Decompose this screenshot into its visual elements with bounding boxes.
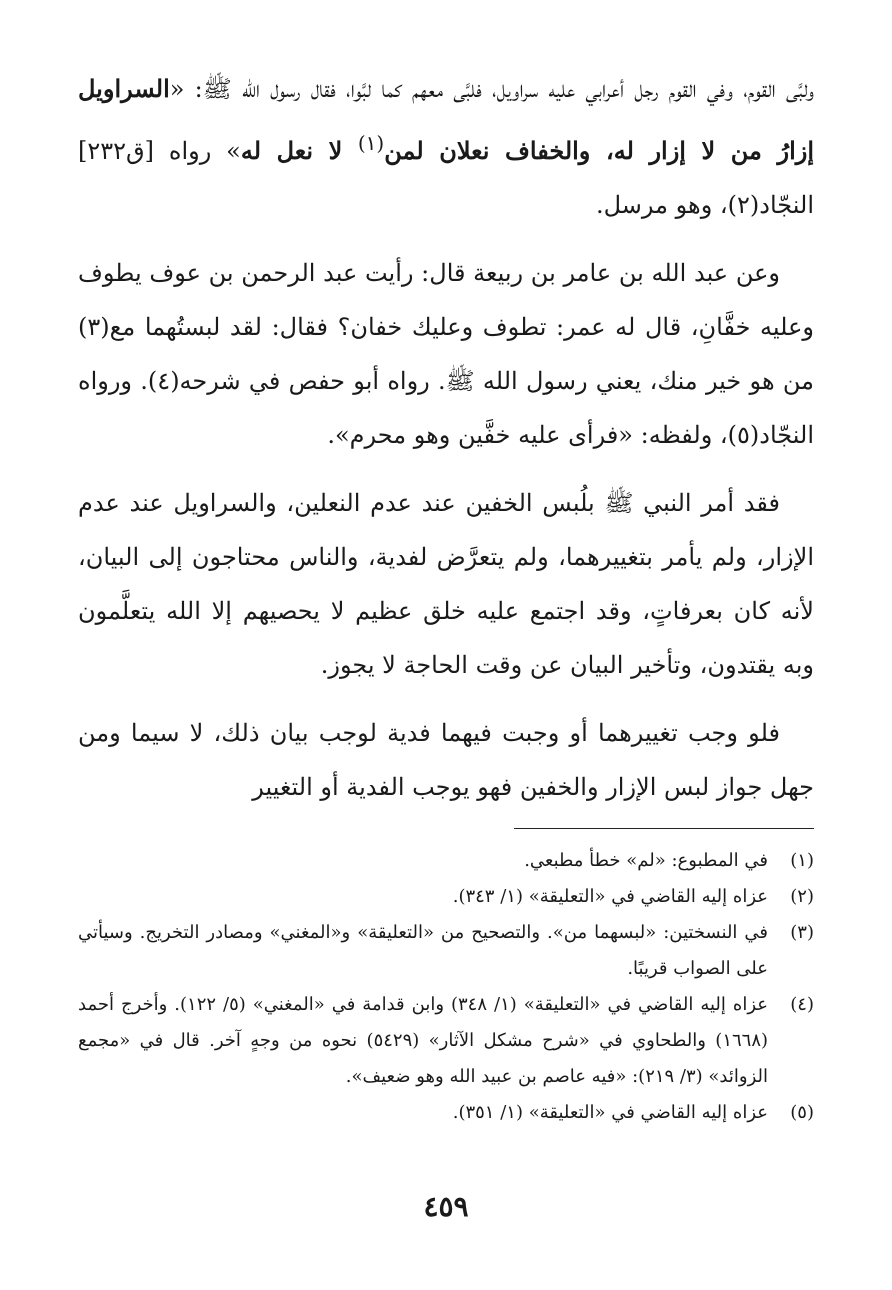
main-text xyxy=(78,62,814,828)
hadith-quote: السراويل إزارُ من لا إزار له، والخفاف نعلان لمن xyxy=(78,74,814,165)
footnote-number: (٢) xyxy=(790,886,814,907)
footnote-text: عزاه إليه القاضي في «التعليقة» (١/ ٣٥١). xyxy=(452,1102,768,1123)
footnote-2 xyxy=(78,879,814,915)
footnote-ref-1: (١) xyxy=(357,131,385,155)
footnote-3 xyxy=(78,915,814,987)
footnote-number: (٤) xyxy=(790,994,814,1015)
footnote-text: عزاه إليه القاضي في «التعليقة» (١/ ٣٤٨) وابن قدامة في «المغني» (٥/ ١٢٢). وأخرج أحمد (١٦٦٨) والطحاوي في «شرح مشكل الآثار» (٥٤٢٩) نحوه من وجهٍ آخر. قال في «مجمع الزوائد» (٣/ ٢١٩): «فيه عاصم بن عبيد الله وهو ضعيف». xyxy=(78,994,769,1087)
footnote-number: (٥) xyxy=(790,1102,814,1123)
footnote-number: (١) xyxy=(790,850,814,871)
hadith-quote-end: لا نعل له xyxy=(240,136,358,165)
footnote-text: في المطبوع: «لم» خطأ مطبعي. xyxy=(524,850,768,871)
paragraph-2: وعن عبد الله بن عامر بن ربيعة قال: رأيت عبد الرحمن بن عوف يطوف وعليه خفَّانِ، قال له عمر: تطوف وعليك خفان؟ فقال: لقد لبستُهما مع(٣) من هو خير منك، يعني رسول الله ﷺ. رواه أبو حفص في شرحه(٤). ورواه النجّاد(٥)، ولفظه: «فرأى عليه خفَّين وهو محرم». xyxy=(78,259,815,449)
footnote-separator xyxy=(514,828,814,829)
footnote-number: (٣) xyxy=(790,922,814,943)
page-number: ٤٥٩ xyxy=(423,1190,469,1223)
paragraph-3: فقد أمر النبي ﷺ بلُبس الخفين عند عدم النعلين، والسراويل عند عدم الإزار، ولم يأمر بتغييرهما، ولم يتعرَّض لفدية، والناس محتاجون إلى البيان، لأنه كان بعرفاتٍ، وقد اجتمع عليه خلق عظيم لا يحصيهم إلا الله يتعلَّمون وبه يقتدون، وتأخير البيان عن وقت الحاجة لا يجوز. xyxy=(78,489,814,679)
footnotes xyxy=(78,843,814,1131)
paragraph-4: فلو وجب تغييرهما أو وجبت فيهما فدية لوجب بيان ذلك، لا سيما ومن جهل جواز لبس الإزار والخفين فهو يوجب الفدية أو التغيير xyxy=(78,719,814,801)
paragraph-1-part-e: » رواه [ق٢٣٢] النجّاد(٢)، وهو مرسل. xyxy=(78,137,814,219)
footnote-5 xyxy=(78,1095,814,1131)
footnote-text: عزاه إليه القاضي في «التعليقة» (١/ ٣٤٣). xyxy=(452,886,768,907)
paragraph-1 xyxy=(78,62,814,232)
paragraph-1-part-a: ولبَّى القوم، وفي القوم رجل أعرابي عليه سراويل، فلبَّى معهم كما لبَّوا، فقال رسول الله ﷺ: « xyxy=(169,75,814,103)
footnote-1 xyxy=(78,843,814,879)
footnote-4 xyxy=(78,987,814,1095)
footnote-text: في النسختين: «لبسهما من». والتصحيح من «التعليقة» و«المغني» ومصادر التخريج. وسيأتي على الصواب قريبًا. xyxy=(78,922,768,979)
